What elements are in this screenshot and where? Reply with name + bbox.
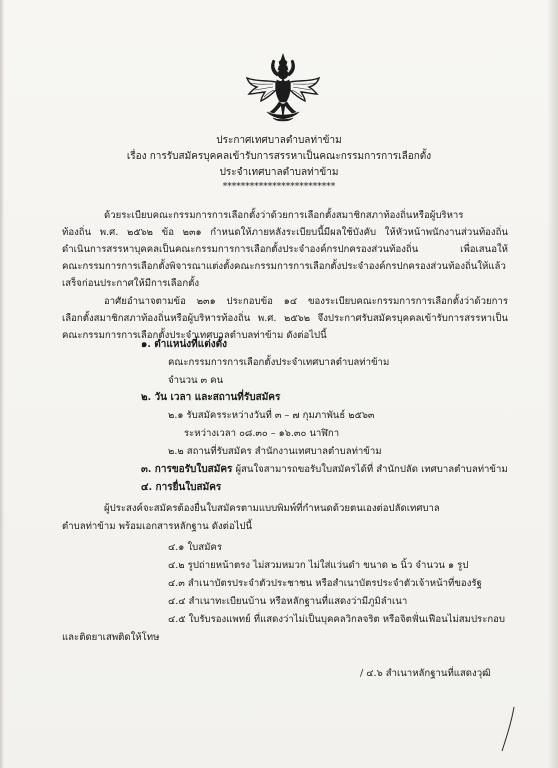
section-2-item-1-time: ระหว่างเวลา ๐๘.๓๐ – ๑๖.๓๐ นาฬิกา: [184, 428, 340, 439]
continued-next-page: / ๔.๖ สำเนาหลักฐานที่แสดงวุฒิ: [360, 668, 491, 679]
announcement-subject: เรื่อง การรับสมัครบุคคลเข้ารับการสรรหาเป็นคณะกรรมการการเลือกตั้ง: [126, 151, 432, 162]
section-4-paragraph-line-2: ตำบลท่าข้าม พร้อมเอกสารหลักฐาน ดังต่อไปนี้: [62, 521, 253, 532]
section-4-item-5: ๔.๕ ใบรับรองแพทย์ ที่แสดงว่าไม่เป็นบุคคลวิกลจริต หรือจิตฟั่นเฟือนไม่สมประกอบ: [168, 614, 506, 625]
section-2-item-1: ๒.๑ รับสมัครระหว่างวันที่ ๓ – ๗ กุมภาพันธ์ ๒๕๖๓: [168, 410, 375, 421]
garuda-emblem-icon: [243, 52, 323, 124]
paragraph-1-line-5: เสร็จก่อนประกาศให้มีการเลือกตั้ง: [62, 278, 200, 289]
section-4-item-1: ๔.๑ ใบสมัคร: [168, 542, 222, 553]
paragraph-1-line-3: ดำเนินการสรรหาบุคคลเป็นคณะกรรมการการเลือกตั้งประจำองค์กรปกครองส่วนท้องถิ่น เพื่อเสนอให้: [62, 244, 508, 255]
paragraph-2-line-3: คณะกรรมการการเลือกตั้งประจำเทศบาลตำบลท่าข้าม ดังต่อไปนี้: [62, 330, 327, 341]
section-4-item-2: ๔.๒ รูปถ่ายหน้าตรง ไม่สวมหมวก ไม่ใส่แว่นดำ ขนาด ๒ นิ้ว จำนวน ๑ รูป: [168, 560, 469, 571]
paragraph-1-line-4: คณะกรรมการการเลือกตั้งพิจารณาแต่งตั้งคณะกรรมการการเลือกตั้งประจำองค์กรปกครองส่วนท้องถิ่นให้แล้ว: [62, 261, 506, 272]
paragraph-2-line-2: เลือกตั้งสมาชิกสภาท้องถิ่นหรือผู้บริหารท้องถิ่น พ.ศ. ๒๕๖๒ จึงประกาศรับสมัครบุคคลเข้ารับการสรรหาเป็น: [62, 313, 508, 324]
section-3-text: ผู้สนใจสามารถขอรับใบสมัครได้ที่ สำนักปลัด เทศบาลตำบลท่าข้าม: [232, 464, 508, 475]
section-3-heading: ๓. การขอรับใบสมัคร: [141, 464, 233, 475]
scan-edge-right: [548, 0, 558, 768]
announcement-org: ประกาศเทศบาลตำบลท่าข้าม: [216, 135, 342, 146]
pen-mark-icon: [498, 705, 518, 755]
paragraph-1-line-2: ท้องถิ่น พ.ศ. ๒๕๖๒ ข้อ ๒๓๑ กำหนดให้ภายหลังระเบียบนี้มีผลใช้บังคับ ให้หัวหน้าพนักงานส่วนท้องถิ่น: [62, 227, 508, 238]
paragraph-1-line-1: ด้วยระเบียบคณะกรรมการการเลือกตั้งว่าด้วยการเลือกตั้งสมาชิกสภาท้องถิ่นหรือผู้บริหาร: [104, 210, 464, 221]
section-4-item-3: ๔.๓ สำเนาบัตรประจำตัวประชาชน หรือสำเนาบัตรประจำตัวเจ้าหน้าที่ของรัฐ: [168, 578, 482, 589]
section-2-item-2: ๒.๒ สถานที่รับสมัคร สำนักงานเทศบาลตำบลท่าข้าม: [168, 446, 382, 457]
section-4-item-4: ๔.๔ สำเนาทะเบียนบ้าน หรือหลักฐานที่แสดงว่ามีภูมิลำเนา: [168, 596, 408, 607]
announcement-sub-org: ประจำเทศบาลตำบลท่าข้าม: [219, 167, 339, 178]
section-1-count: จำนวน ๓ คน: [168, 375, 224, 386]
section-4-paragraph-line-1: ผู้ประสงค์จะสมัครต้องยื่นใบสมัครตามแบบพิมพ์ที่กำหนดด้วยตนเองต่อปลัดเทศบาล: [104, 503, 440, 514]
section-3: [141, 463, 508, 476]
section-1-position: คณะกรรมการการเลือกตั้งประจำเทศบาลตำบลท่าข้าม: [168, 357, 390, 368]
scan-edge-left: [0, 0, 4, 768]
section-4-item-5-continued: และติดยาเสพติดให้โทษ: [62, 632, 160, 643]
section-1-heading: ๑. ตำแหน่งที่แต่งตั้ง: [141, 339, 227, 350]
divider-stars: *************************: [222, 182, 336, 192]
section-2-heading: ๒. วัน เวลา และสถานที่รับสมัคร: [141, 392, 281, 403]
section-4-heading: ๔. การยื่นใบสมัคร: [141, 482, 222, 493]
paragraph-2-line-1: อาศัยอำนาจตามข้อ ๒๓๑ ประกอบข้อ ๑๔ ของระเบียบคณะกรรมการการเลือกตั้งว่าด้วยการ: [104, 296, 508, 307]
